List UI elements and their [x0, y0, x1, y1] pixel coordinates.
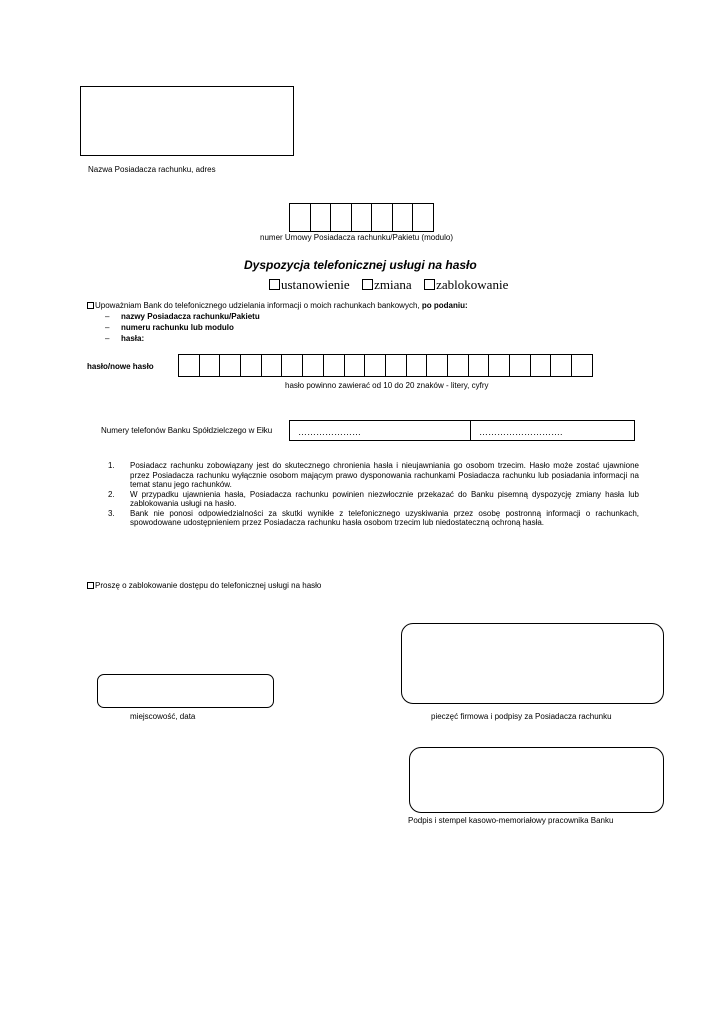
contract-number-cells[interactable] [289, 203, 434, 232]
character-cell[interactable] [178, 354, 200, 377]
character-cell[interactable] [261, 354, 283, 377]
place-date-label: miejscowość, data [130, 712, 196, 721]
note-item: 3. Bank nie ponosi odpowiedzialności za skutki wynikłe z telefonicznego uzyskiwania przez osobę postronną informacji o rachunkach, spowodowane udostępnieniem przez Posiadacza rachunku hasła osobom trzecim lub niedostateczną ochroną hasła. [108, 508, 639, 527]
note-item: 1. Posiadacz rachunku zobowiązany jest do skutecznego chronienia hasła i nieujawniania go osobom trzecim. Hasło może zostać ujawnione przez Posiadacza rachunku wyłącznie osobom mającym prawo dysponowania rachunkami Posiadacza rachunku lub posiadania informacji na temat stanu jego rachunków. [108, 461, 639, 489]
character-cell[interactable] [385, 354, 407, 377]
character-cell[interactable] [219, 354, 241, 377]
character-cell[interactable] [550, 354, 572, 377]
password-label: hasło/nowe hasło [87, 362, 154, 371]
contract-number-label: numer Umowy Posiadacza rachunku/Pakietu (modulo) [260, 233, 453, 242]
character-cell[interactable] [240, 354, 262, 377]
authorization-item: – hasła: [103, 333, 260, 344]
block-request-line: Proszę o zablokowanie dostępu do telefonicznej usługi na hasło [87, 581, 321, 590]
character-cell[interactable] [392, 203, 414, 232]
character-cell[interactable] [571, 354, 593, 377]
password-cells[interactable] [178, 354, 593, 377]
phones-label: Numery telefonów Banku Spółdzielczego w Ełku [101, 426, 273, 435]
phone-field-1[interactable]: ………………… [290, 421, 471, 440]
phone-field-2[interactable]: ………………………. [479, 427, 563, 437]
character-cell[interactable] [302, 354, 324, 377]
password-hint: hasło powinno zawierać od 10 do 20 znaków - litery, cyfry [285, 381, 489, 390]
authorization-checkbox[interactable] [87, 302, 94, 309]
company-stamp-box[interactable] [401, 623, 664, 704]
character-cell[interactable] [310, 203, 332, 232]
page-title: Dyspozycja telefonicznej usługi na hasło [244, 258, 477, 272]
company-stamp-label: pieczęć firmowa i podpisy za Posiadacza rachunku [431, 712, 612, 721]
character-cell[interactable] [426, 354, 448, 377]
character-cell[interactable] [509, 354, 531, 377]
character-cell[interactable] [323, 354, 345, 377]
notes-list [108, 461, 639, 528]
character-cell[interactable] [371, 203, 393, 232]
checkbox-establish[interactable] [269, 279, 280, 290]
bank-employee-label: Podpis i stempel kasowo-memoriałowy pracownika Banku [408, 816, 614, 825]
character-cell[interactable] [281, 354, 303, 377]
option-establish[interactable]: ustanowienie [269, 277, 350, 292]
character-cell[interactable] [199, 354, 221, 377]
option-change[interactable]: zmiana [362, 277, 412, 292]
character-cell[interactable] [289, 203, 311, 232]
authorization-items [103, 311, 260, 344]
disposition-options [269, 277, 508, 293]
note-item: 2. W przypadku ujawnienia hasła, Posiadacza rachunku powinien niezwłocznie przekazać do Banku pisemną dyspozycję zmiany hasła lub zablokowania usługi na hasło. [108, 489, 639, 508]
phones-fields [289, 420, 635, 441]
character-cell[interactable] [406, 354, 428, 377]
bank-employee-box[interactable] [409, 747, 664, 813]
authorization-item: – numeru rachunku lub modulo [103, 322, 260, 333]
character-cell[interactable] [412, 203, 434, 232]
account-holder-label: Nazwa Posiadacza rachunku, adres [88, 165, 216, 174]
checkbox-block[interactable] [424, 279, 435, 290]
character-cell[interactable] [330, 203, 352, 232]
checkbox-change[interactable] [362, 279, 373, 290]
option-block[interactable]: zablokowanie [424, 277, 508, 292]
character-cell[interactable] [468, 354, 490, 377]
place-date-box[interactable] [97, 674, 274, 708]
character-cell[interactable] [344, 354, 366, 377]
character-cell[interactable] [488, 354, 510, 377]
character-cell[interactable] [530, 354, 552, 377]
character-cell[interactable] [447, 354, 469, 377]
character-cell[interactable] [351, 203, 373, 232]
authorization-item: – nazwy Posiadacza rachunku/Pakietu [103, 311, 260, 322]
character-cell[interactable] [364, 354, 386, 377]
block-request-checkbox[interactable] [87, 582, 94, 589]
authorization-line: Upoważniam Bank do telefonicznego udzielania informacji o moich rachunkach bankowych, po podaniu: [87, 301, 468, 310]
account-holder-box[interactable] [80, 86, 294, 156]
